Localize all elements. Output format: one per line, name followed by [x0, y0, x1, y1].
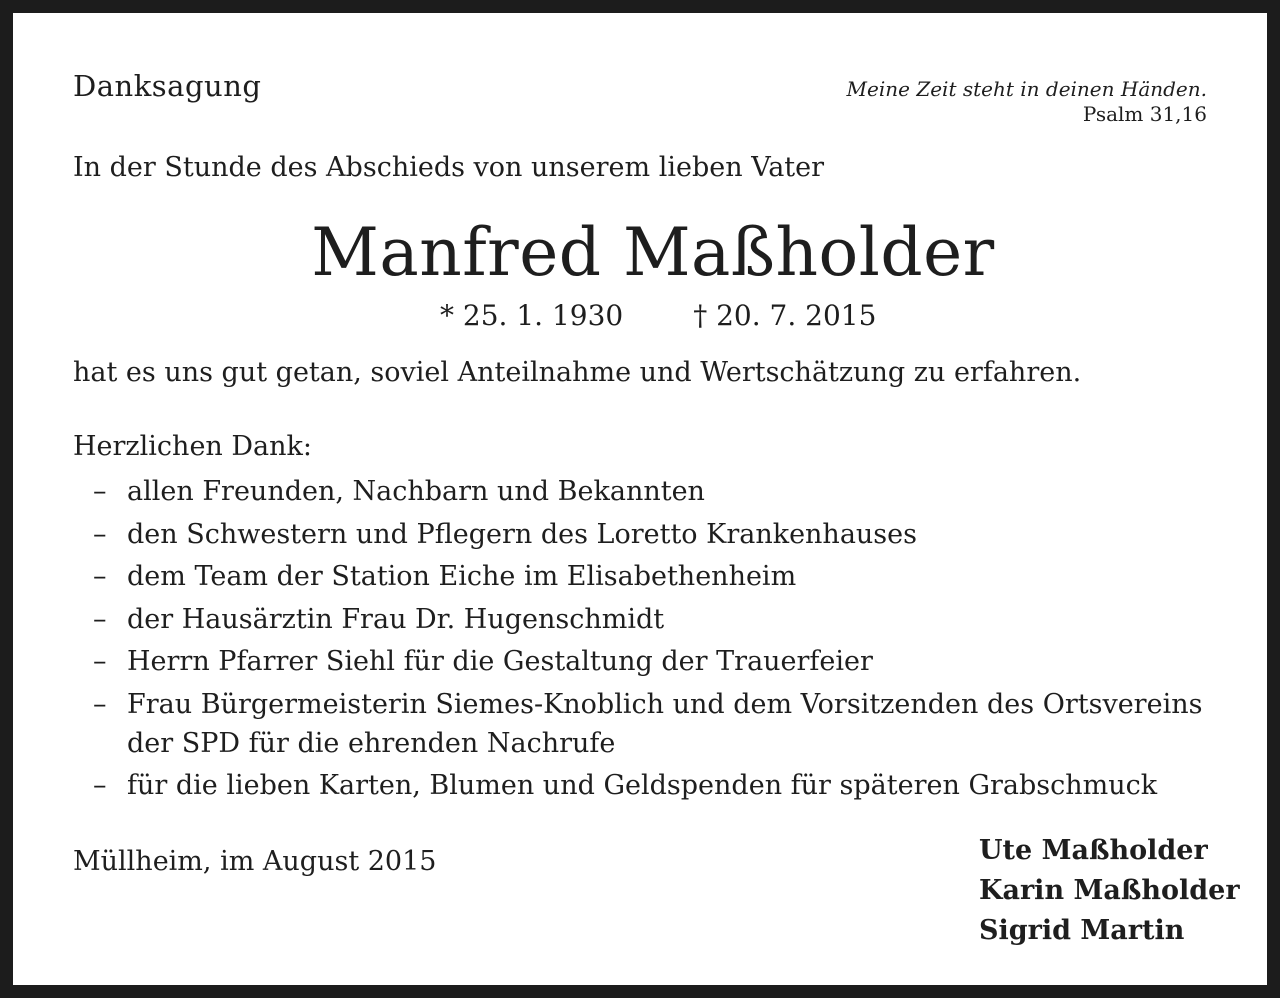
- birth-date: * 25. 1. 1930: [440, 299, 624, 332]
- deceased-name: Manfred Maßholder: [311, 214, 995, 291]
- list-item: [73, 641, 1233, 684]
- death-date: † 20. 7. 2015: [693, 299, 877, 332]
- list-item-text: Herrn Pfarrer Siehl für die Gestaltung der Trauerfeier: [127, 646, 873, 677]
- notice-heading: Danksagung: [73, 69, 262, 103]
- signatures: [979, 831, 1240, 951]
- place-and-date: Müllheim, im August 2015: [73, 846, 437, 877]
- list-item-text: dem Team der Station Eiche im Elisabethenheim: [127, 561, 797, 592]
- signature-name: Sigrid Martin: [979, 915, 1185, 946]
- list-item-text: der Hausärztin Frau Dr. Hugenschmidt: [127, 603, 665, 635]
- list-item: [73, 514, 1233, 557]
- list-bullet: –: [93, 476, 107, 507]
- list-item: [73, 765, 1233, 808]
- intro-text: In der Stunde des Abschieds von unserem lieben Vater: [73, 152, 825, 183]
- signature-name: Karin Maßholder: [979, 875, 1240, 906]
- list-item-text: für die lieben Karten, Blumen und Geldspenden für späteren Grabschmuck: [127, 769, 1158, 801]
- list-item: [73, 471, 1233, 514]
- thanks-statement: hat es uns gut getan, soviel Anteilnahme und Wertschätzung zu erfahren.: [73, 357, 1082, 388]
- verse-reference: Psalm 31,16: [1082, 102, 1207, 126]
- list-bullet: –: [93, 688, 107, 720]
- life-dates: [440, 299, 876, 332]
- list-item-text: allen Freunden, Nachbarn und Bekannten: [127, 476, 705, 507]
- list-item-text: Frau Bürgermeisterin Siemes-Knoblich und dem Vorsitzenden des Ortsvereins der SPD für die ehrenden Nachrufe: [127, 688, 1203, 759]
- signature-name: Ute Maßholder: [979, 835, 1208, 866]
- bible-verse: [847, 77, 1207, 127]
- list-item: [73, 599, 1233, 642]
- list-bullet: –: [93, 518, 107, 550]
- verse-quote: Meine Zeit steht in deinen Händen.: [846, 77, 1207, 101]
- list-bullet: –: [93, 769, 107, 801]
- list-item-text: den Schwestern und Pflegern des Loretto Krankenhauses: [127, 518, 918, 550]
- list-bullet: –: [93, 603, 107, 635]
- list-bullet: –: [93, 561, 107, 592]
- thanks-heading: Herzlichen Dank:: [73, 431, 312, 462]
- list-item: [73, 556, 1233, 599]
- list-bullet: –: [93, 646, 107, 677]
- list-item: [73, 684, 1233, 765]
- thanks-list: [73, 471, 1233, 807]
